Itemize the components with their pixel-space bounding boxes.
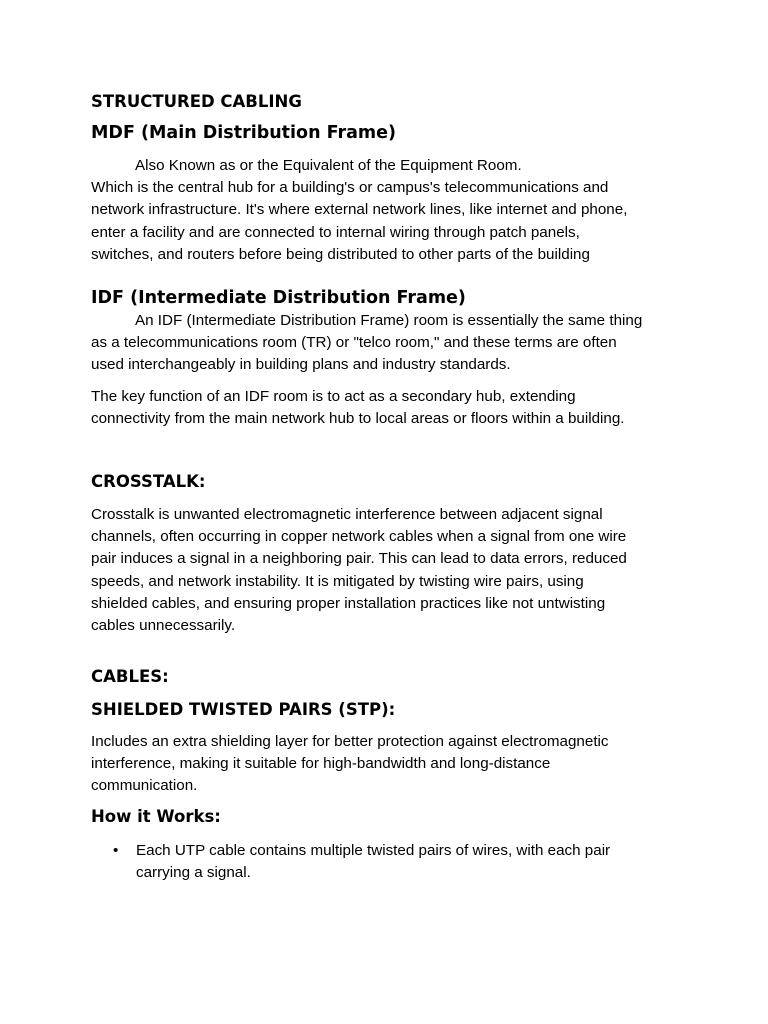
idf-paragraph-1 (91, 310, 681, 377)
crosstalk-line-2: channels, often occurring in copper network cables when a signal from one wire (91, 528, 627, 546)
crosstalk-line-4: speeds, and network instability. It is mitigated by twisting wire pairs, using (91, 572, 584, 590)
idf-p1-line-2: as a telecommunications room (TR) or "telco room," and these terms are often (91, 334, 617, 352)
stp-paragraph (91, 731, 681, 798)
mdf-line-3: network infrastructure. It's where external network lines, like internet and phone, (91, 201, 628, 219)
crosstalk-line-3: pair induces a signal in a neighboring pair. This can lead to data errors, reduced (91, 550, 627, 568)
crosstalk-line-5: shielded cables, and ensuring proper installation practices like not untwisting (91, 594, 606, 612)
crosstalk-line-6: cables unnecessarily. (91, 617, 236, 635)
mdf-line-1: Also Known as or the Equivalent of the Equipment Room. (135, 157, 522, 174)
cables-heading: CABLES: (91, 667, 169, 686)
mdf-line-4: enter a facility and are connected to internal wiring through patch panels, (91, 223, 580, 241)
document-title: STRUCTURED CABLING (91, 92, 302, 111)
idf-p2-line-1: The key function of an IDF room is to act as a secondary hub, extending (91, 388, 576, 405)
idf-paragraph-2 (91, 386, 681, 430)
crosstalk-heading: CROSSTALK: (91, 472, 206, 491)
crosstalk-line-1: Crosstalk is unwanted electromagnetic interference between adjacent signal (91, 506, 603, 523)
bullet-line-2: carrying a signal. (136, 864, 251, 882)
bullet-text (136, 840, 610, 884)
mdf-line-5: switches, and routers before being distributed to other parts of the building (91, 245, 590, 263)
idf-p1-line-3: used interchangeably in building plans and industry standards. (91, 356, 511, 374)
mdf-line-2: Which is the central hub for a building's or campus's telecommunications and (91, 179, 609, 197)
mdf-paragraph (91, 155, 681, 266)
stp-line-3: communication. (91, 777, 198, 795)
bullet-line-1: Each UTP cable contains multiple twisted pairs of wires, with each pair (136, 842, 611, 859)
idf-heading: IDF (Intermediate Distribution Frame) (91, 288, 466, 308)
bullet-dot-icon: • (113, 842, 119, 859)
idf-p2-line-2: connectivity from the main network hub to local areas or floors within a building. (91, 410, 625, 428)
mdf-heading: MDF (Main Distribution Frame) (91, 123, 396, 143)
crosstalk-paragraph (91, 504, 681, 637)
stp-line-2: interference, making it suitable for high-bandwidth and long-distance (91, 755, 551, 773)
idf-p1-line-1: An IDF (Intermediate Distribution Frame) room is essentially the same thing (135, 312, 643, 329)
stp-heading: SHIELDED TWISTED PAIRS (STP): (91, 700, 396, 719)
stp-line-1: Includes an extra shielding layer for better protection against electromagnetic (91, 733, 609, 750)
how-it-works-heading: How it Works: (91, 807, 221, 826)
